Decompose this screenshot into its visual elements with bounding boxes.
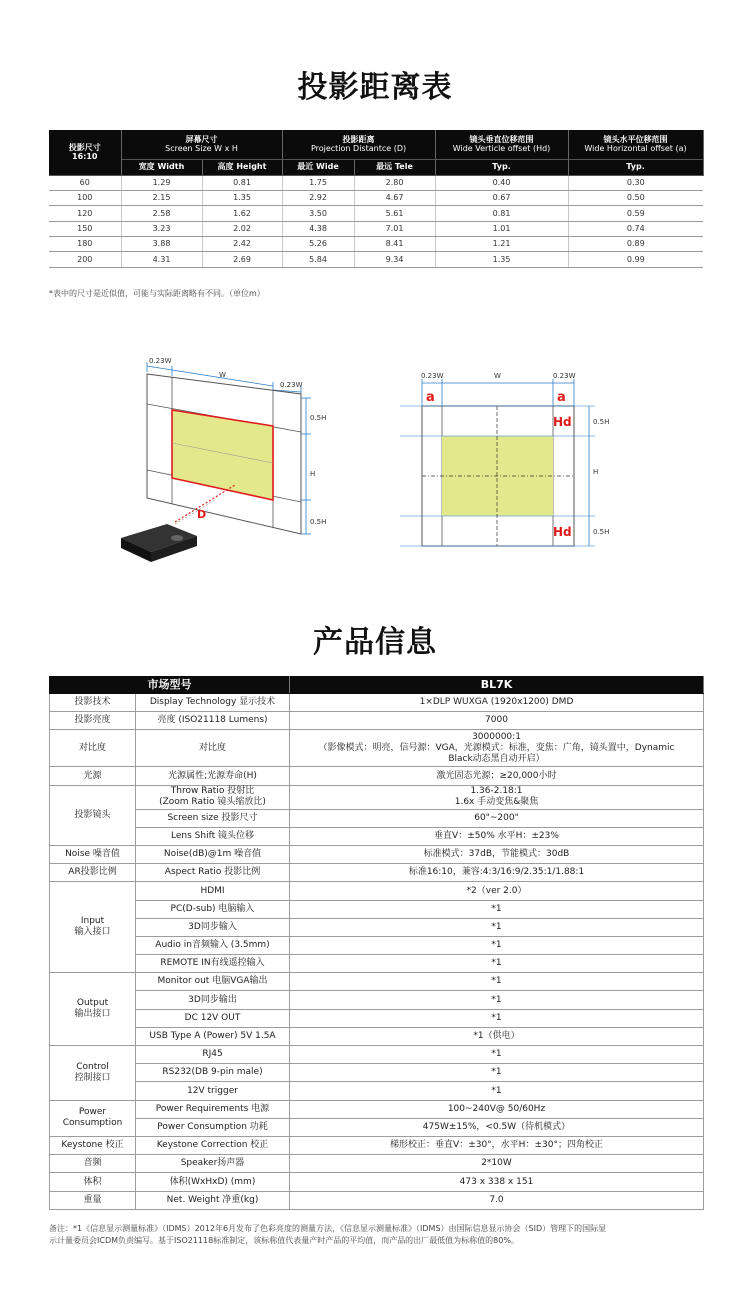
table-row: 120 2.58 1.62 3.50 5.61 0.81 0.59 bbox=[49, 206, 703, 221]
header-width: 宽度 Width bbox=[121, 159, 202, 175]
table-row: 3D同步输出 *1 bbox=[50, 991, 704, 1009]
table-row: PC(D-sub) 电脑输入 *1 bbox=[50, 900, 704, 918]
header-tele: 最远 Tele bbox=[354, 159, 435, 175]
output-category: Output 输出接口 bbox=[50, 973, 136, 1046]
table-row: DC 12V OUT *1 bbox=[50, 1009, 704, 1027]
table-row: 12V trigger *1 bbox=[50, 1082, 704, 1100]
table-row: 150 3.23 2.02 4.38 7.01 1.01 0.74 bbox=[49, 221, 703, 236]
table-row: 体积 体积(WxHxD) (mm) 473 x 338 x 151 bbox=[50, 1173, 704, 1191]
projection-table-note: *表中的尺寸是近似值，可能与实际距离略有不同。（单位m） bbox=[49, 289, 265, 298]
table-row: Output 输出接口 Monitor out 电脑VGA输出 *1 bbox=[50, 973, 704, 991]
table-row: Power Consumption Power Requirements 电源 100~240V@ 50/60Hz bbox=[50, 1100, 704, 1118]
dim-023w-right: 0.23W bbox=[553, 372, 576, 380]
dim-023w-right: 0.23W bbox=[280, 381, 303, 389]
table-row: 光源 光源属性;光源寿命(H) 激光固态光源；≥20,000小时 bbox=[50, 767, 704, 785]
table-row: 3D同步输入 *1 bbox=[50, 918, 704, 936]
header-typ-horizontal: Typ. bbox=[568, 159, 703, 175]
dim-023w-left: 0.23W bbox=[149, 357, 172, 365]
product-info-title: 产品信息 bbox=[313, 625, 437, 660]
table-row: 投影镜头 Throw Ratio 投射比 (Zoom Ratio 镜头缩放比) 1.36-2.18:1 1.6x 手动变焦&聚焦 bbox=[50, 785, 704, 809]
table-row: 100 2.15 1.35 2.92 4.67 0.67 0.50 bbox=[49, 190, 703, 205]
spec-header-model-label: 市场型号 bbox=[50, 677, 290, 694]
contrast-value: 3000000:1 （影像模式：明亮，信号源：VGA，光源模式：标准，变焦：广角，镜头置中，Dynamic Black动态黑自动开启） bbox=[290, 730, 704, 767]
table-row: Audio in音频输入 (3.5mm) *1 bbox=[50, 936, 704, 954]
dim-w: W bbox=[494, 372, 501, 380]
dim-h: H bbox=[310, 470, 316, 478]
table-row: Noise 噪音值 Noise(dB)@1m 噪音值 标准模式：37dB，节能模式：30dB bbox=[50, 845, 704, 863]
table-row: Screen size 投影尺寸 60"~200" bbox=[50, 809, 704, 827]
header-screen-size: 屏幕尺寸 Screen Size W x H bbox=[121, 130, 282, 159]
dim-05h-bottom: 0.5H bbox=[310, 518, 327, 526]
table-row: 60 1.29 0.81 1.75 2.80 0.40 0.30 bbox=[49, 175, 703, 190]
header-typ-vertical: Typ. bbox=[435, 159, 568, 175]
projector-icon bbox=[121, 524, 197, 562]
dim-w-left: W bbox=[219, 371, 226, 379]
dim-05h-bottom: 0.5H bbox=[593, 528, 610, 536]
table-row: USB Type A (Power) 5V 1.5A *1（供电） bbox=[50, 1027, 704, 1045]
table-row: REMOTE IN有线遥控输入 *1 bbox=[50, 955, 704, 973]
dim-05h-top: 0.5H bbox=[310, 414, 327, 422]
label-a-right: a bbox=[557, 390, 566, 405]
label-hd-top: Hd bbox=[553, 415, 572, 429]
label-hd-bottom: Hd bbox=[553, 525, 572, 539]
label-a-left: a bbox=[426, 390, 435, 405]
header-wide: 最近 Wide bbox=[282, 159, 354, 175]
header-projection-size: 投影尺寸 16:10 bbox=[49, 130, 121, 175]
projection-distance-table bbox=[49, 130, 704, 268]
projection-perspective-diagram bbox=[115, 350, 345, 565]
table-row: 投影亮度 亮度 (ISO21118 Lumens) 7000 bbox=[50, 712, 704, 730]
dim-h: H bbox=[593, 468, 599, 476]
spec-footnote: 备注：*1《信息显示测量标准》（IDMS）2012年6月发布了色彩亮度的测量方法，《信息显示测量标准》（IDMS）由国际信息显示协会（SID）管理下的国际显 示计量委员会ICDM负责编写。基于ISO21118标准制定，该标称值代表量产时产品的平均值，而产品的出厂最低值为标称值的80%。 bbox=[49, 1224, 607, 1245]
table-row: Input 输入接口 HDMI *2（ver 2.0） bbox=[50, 882, 704, 900]
table-row: Keystone 校正 Keystone Correction 校正 梯形校正：垂直V：±30°，水平H：±30°；四角校正 bbox=[50, 1136, 704, 1154]
spec-header-model-value: BL7K bbox=[290, 677, 704, 694]
label-d: D bbox=[197, 508, 207, 521]
power-category: Power Consumption bbox=[50, 1100, 136, 1136]
throw-ratio-value: 1.36-2.18:1 1.6x 手动变焦&聚焦 bbox=[290, 785, 704, 809]
projection-table-title: 投影距离表 bbox=[297, 70, 453, 105]
table-row: AR投影比例 Aspect Ratio 投影比例 标准16:10，兼容:4:3/16:9/2.35:1/1.88:1 bbox=[50, 864, 704, 882]
product-spec-table bbox=[49, 676, 704, 1210]
control-category: Control 控制接口 bbox=[50, 1046, 136, 1101]
table-row: 对比度 对比度 3000000:1 （影像模式：明亮，信号源：VGA，光源模式：标准，变焦：广角，镜头置中，Dynamic Black动态黑自动开启） bbox=[50, 730, 704, 767]
header-vertical-shift: 镜头垂直位移范围 Wide Verticle offset (Hd) bbox=[435, 130, 568, 159]
throw-ratio-item: Throw Ratio 投射比 (Zoom Ratio 镜头缩放比) bbox=[136, 785, 290, 809]
header-height: 高度 Height bbox=[202, 159, 282, 175]
dim-023w-left: 0.23W bbox=[421, 372, 444, 380]
table-row: Power Consumption 功耗 475W±15%，<0.5W（待机模式） bbox=[50, 1118, 704, 1136]
table-row: RS232(DB 9-pin male) *1 bbox=[50, 1064, 704, 1082]
input-category: Input 输入接口 bbox=[50, 882, 136, 973]
table-row: Control 控制接口 RJ45 *1 bbox=[50, 1046, 704, 1064]
table-row: 投影技术 Display Technology 显示技术 1×DLP WUXGA (1920x1200) DMD bbox=[50, 694, 704, 712]
table-row: 音频 Speaker扬声器 2*10W bbox=[50, 1155, 704, 1173]
table-row: Lens Shift 镜头位移 垂直V：±50% 水平H：±23% bbox=[50, 827, 704, 845]
table-row: 180 3.88 2.42 5.26 8.41 1.21 0.89 bbox=[49, 237, 703, 252]
table-row: 重量 Net. Weight 净重(kg) 7.0 bbox=[50, 1191, 704, 1209]
table-row: 200 4.31 2.69 5.84 9.34 1.35 0.99 bbox=[49, 252, 703, 267]
header-projection-distance: 投影距离 Projection Distantce (D) bbox=[282, 130, 435, 159]
header-horizontal-shift: 镜头水平位移范围 Wide Horizontal offset (a) bbox=[568, 130, 703, 159]
lens-shift-diagram bbox=[395, 364, 635, 574]
dim-05h-top: 0.5H bbox=[593, 418, 610, 426]
